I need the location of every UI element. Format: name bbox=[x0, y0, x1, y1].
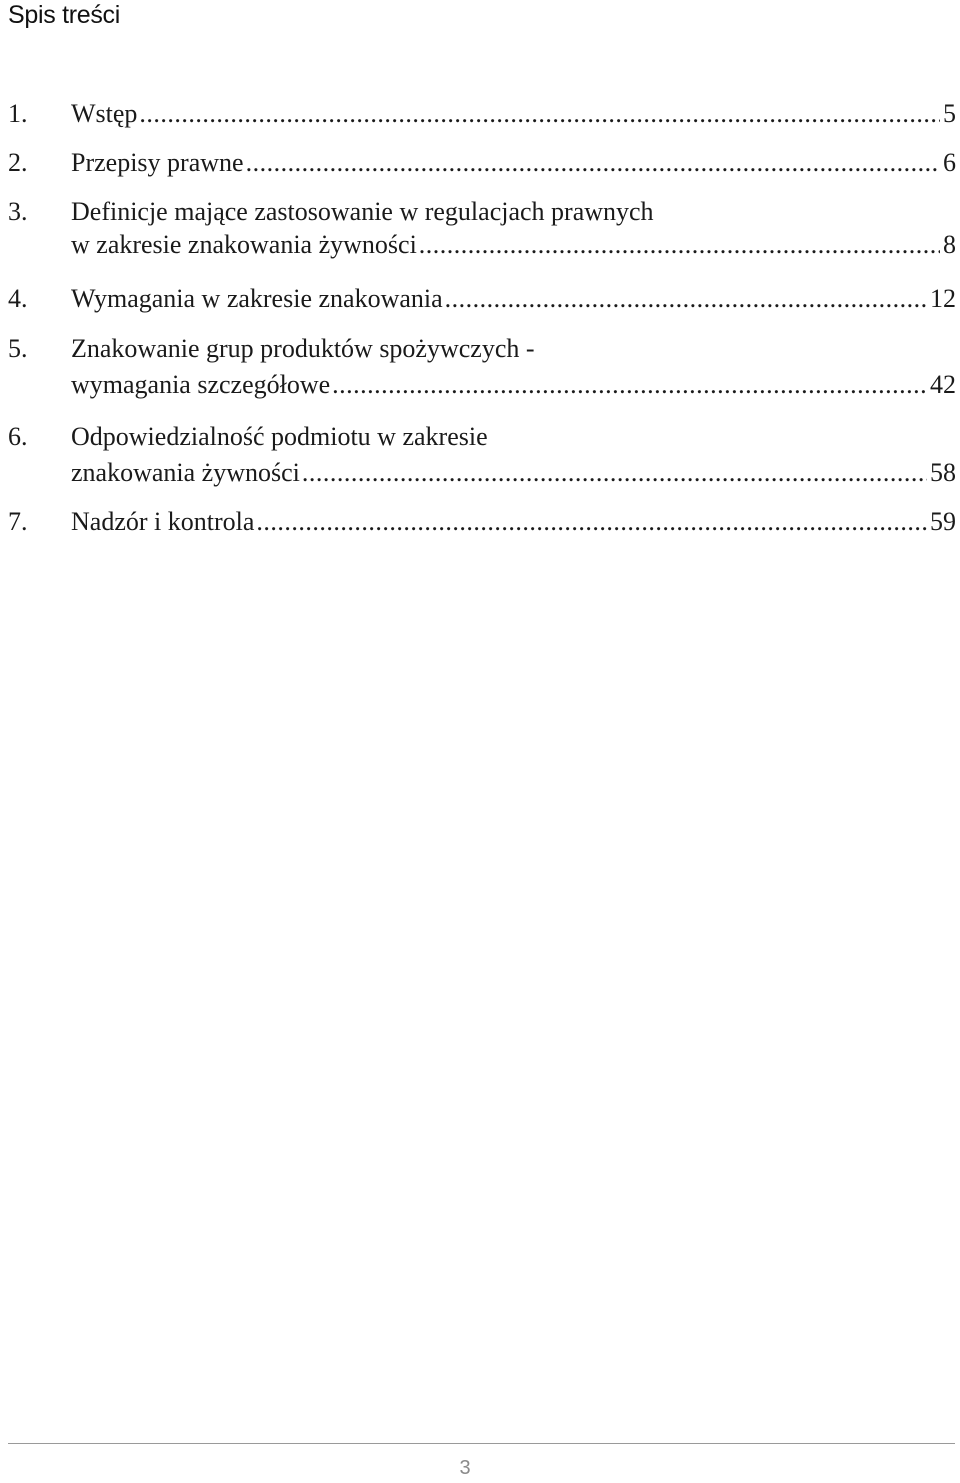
toc-dot-leader bbox=[139, 98, 940, 130]
toc-entry-page: 42 bbox=[930, 370, 956, 399]
toc-entry-title-continued: w zakresie znakowania żywności bbox=[71, 230, 417, 259]
toc-entry-page: 8 bbox=[943, 230, 956, 259]
toc-dot-leader bbox=[332, 369, 927, 401]
toc-dot-leader bbox=[246, 147, 940, 179]
toc-entry-number: 1. bbox=[8, 99, 28, 128]
toc-entry-title: Przepisy prawne bbox=[71, 148, 244, 177]
toc-entry-page: 5 bbox=[943, 99, 956, 128]
toc-dot-leader bbox=[445, 283, 927, 315]
toc-entry-title: Definicje mające zastosowanie w regulacjach prawnych bbox=[71, 197, 654, 226]
toc-entry-page: 12 bbox=[930, 284, 956, 313]
footer-page-number: 3 bbox=[459, 1457, 471, 1479]
toc-entry-page: 58 bbox=[930, 458, 956, 487]
toc-entry-number: 6. bbox=[8, 422, 28, 451]
toc-entry-title: Znakowanie grup produktów spożywczych - bbox=[71, 334, 535, 363]
toc-entry-number: 2. bbox=[8, 148, 28, 177]
toc-entry-title: Wymagania w zakresie znakowania bbox=[71, 284, 443, 313]
toc-entry-title: Odpowiedzialność podmiotu w zakresie bbox=[71, 422, 488, 451]
toc-entry-title-continued: wymagania szczegółowe bbox=[71, 370, 331, 399]
toc-dot-leader bbox=[256, 506, 927, 538]
toc-entry-title-continued: znakowania żywności bbox=[71, 458, 300, 487]
toc-entry-number: 7. bbox=[8, 507, 28, 536]
toc-entry-number: 4. bbox=[8, 284, 28, 313]
toc-entry-page: 59 bbox=[930, 507, 956, 536]
toc-title: Spis treści bbox=[8, 1, 121, 29]
toc-dot-leader bbox=[419, 229, 940, 261]
toc-entry-title: Wstęp bbox=[71, 99, 138, 128]
toc-entry-title: Nadzór i kontrola bbox=[71, 507, 255, 536]
toc-dot-leader bbox=[302, 457, 927, 489]
toc-entry-number: 5. bbox=[8, 334, 28, 363]
toc-entry-number: 3. bbox=[8, 197, 28, 226]
footer-divider bbox=[8, 1443, 955, 1444]
toc-entry-page: 6 bbox=[943, 148, 956, 177]
